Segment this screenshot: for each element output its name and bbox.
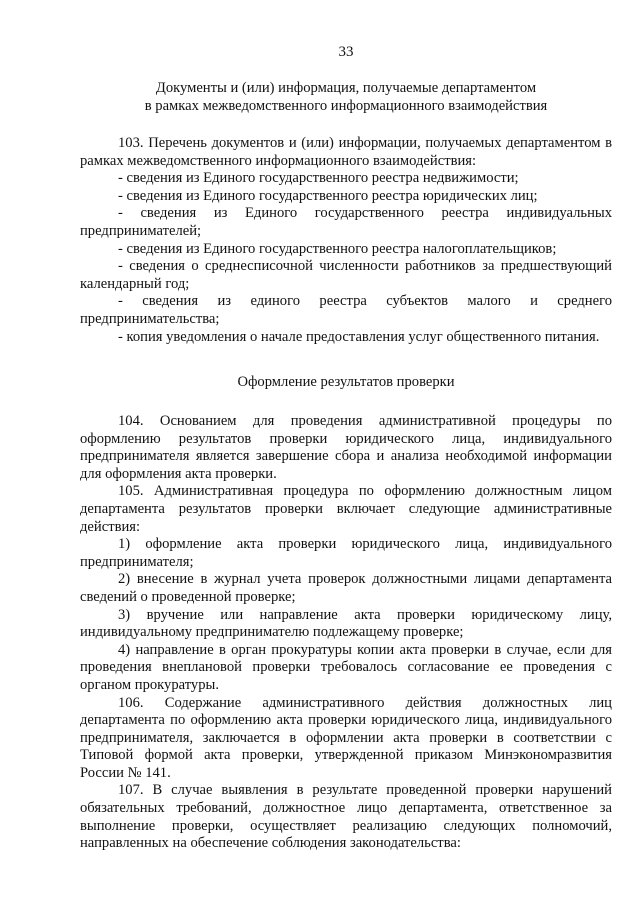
page-number: 33 bbox=[338, 44, 354, 60]
list-item: - сведения из единого реестра субъектов малого и среднего предпринимательства; bbox=[80, 293, 612, 327]
paragraph-107: 107. В случае выявления в результате проведенной проверки нарушений обязательных требований, должностное лицо департамента, ответственное за выполнение проверки, осуществляет реализацию следующих полномочий, направленных на обеспечение соблюдения законодательства: bbox=[80, 782, 612, 852]
list-item: 2) внесение в журнал учета проверок должностными лицами департамента сведений о проведенной проверке; bbox=[80, 571, 612, 605]
heading-line-1: Документы и (или) информация, получаемые департаментом bbox=[155, 80, 537, 96]
section-heading-interagency bbox=[80, 80, 612, 115]
paragraph-103-intro: 103. Перечень документов и (или) информации, получаемых департаментом в рамках межведомственного информационного взаимодействия: bbox=[80, 135, 612, 169]
list-item: - копия уведомления о начале предоставления услуг общественного питания. bbox=[118, 328, 600, 345]
list-item: - сведения из Единого государственного реестра индивидуальных предпринимателей; bbox=[80, 205, 612, 239]
paragraph-104: 104. Основанием для проведения административной процедуры по оформлению результатов проверки юридического лица, индивидуального предпринимателя является завершение сбора и анализа необходимой информации для оформления акта проверки. bbox=[80, 413, 612, 482]
section-heading-results: Оформление результатов проверки bbox=[237, 374, 455, 390]
sections-104-107 bbox=[80, 413, 612, 853]
list-item: 4) направление в орган прокуратуры копии акта проверки в случае, если для проведения внеплановой проверки требовалось согласование ее проведения с органом прокуратуры. bbox=[80, 641, 612, 693]
list-item: - сведения из Единого государственного реестра юридических лиц; bbox=[118, 187, 538, 204]
paragraph-106: 106. Содержание административного действия должностных лиц департамента по оформлению акта проверки юридического лица, индивидуального предпринимателя, заключается в оформлении акта проверки в соответствии с Типовой формой акта проверки, утвержденной приказом Минэкономразвития России № 141. bbox=[80, 694, 612, 781]
list-item: 3) вручение или направление акта проверки юридическому лицу, индивидуальному предпринимателю подлежащему проверке; bbox=[80, 606, 612, 641]
list-item: 1) оформление акта проверки юридического лица, индивидуального предпринимателя; bbox=[80, 536, 612, 570]
list-item: - сведения о среднесписочной численности работников за предшествующий календарный год; bbox=[80, 258, 612, 292]
list-item: - сведения из Единого государственного реестра налогоплательщиков; bbox=[118, 240, 557, 257]
paragraph-105-intro: 105. Административная процедура по оформлению должностным лицом департамента результатов проверки включает следующие административные действия: bbox=[80, 483, 612, 535]
section-103 bbox=[80, 135, 612, 346]
list-item: - сведения из Единого государственного реестра недвижимости; bbox=[118, 170, 519, 187]
heading-line-2: в рамках межведомственного информационного взаимодействия bbox=[144, 97, 548, 114]
